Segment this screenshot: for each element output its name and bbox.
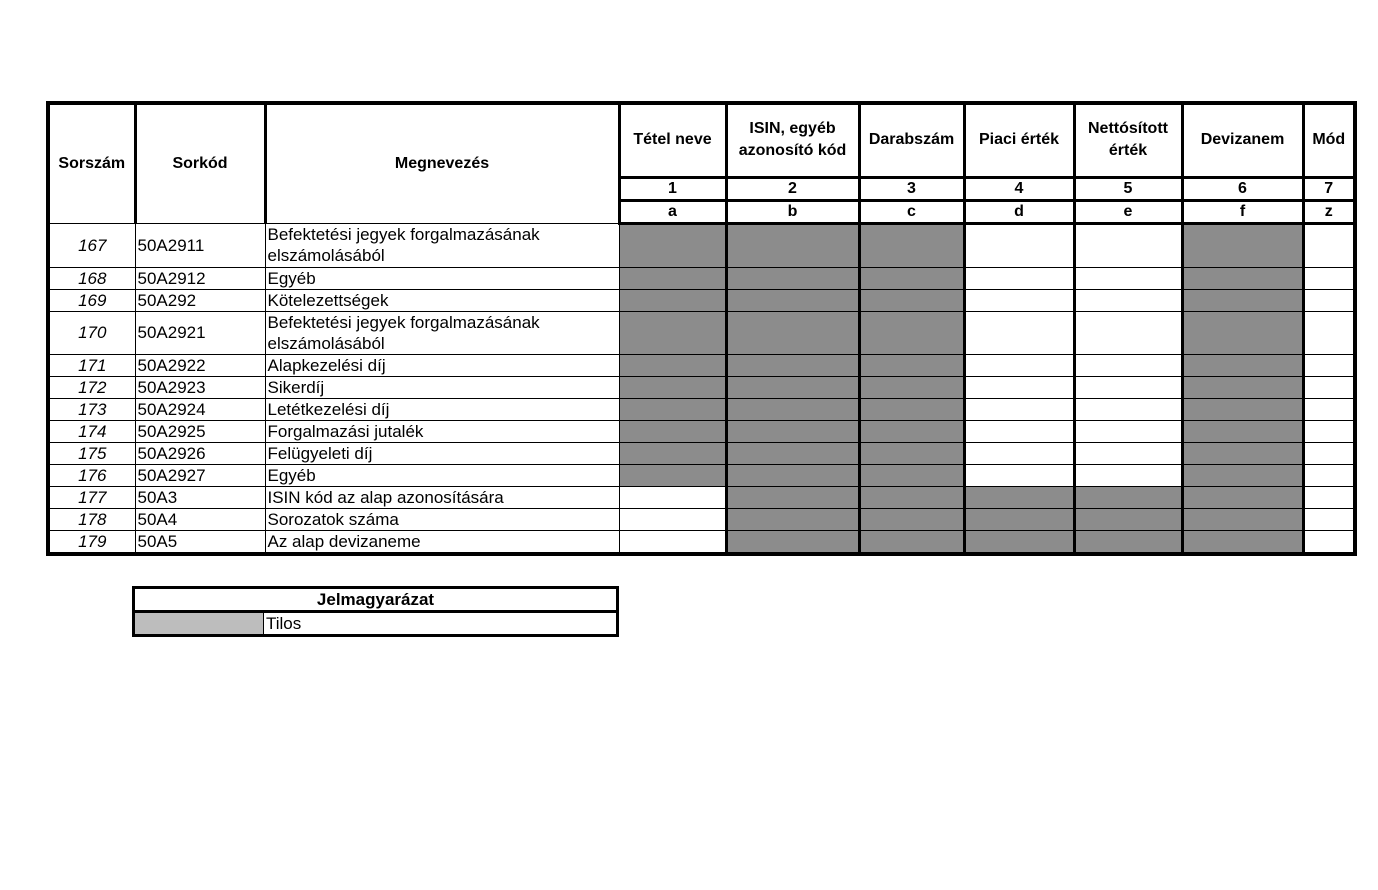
forbidden-cell: [859, 354, 964, 376]
legend-title: Jelmagyarázat: [134, 588, 618, 612]
forbidden-cell: [726, 420, 859, 442]
forbidden-cell: [726, 486, 859, 508]
forbidden-cell: [859, 464, 964, 486]
forbidden-cell: [619, 442, 726, 464]
row-label: Sikerdíj: [265, 376, 619, 398]
row-index: 173: [48, 398, 135, 420]
forbidden-cell: [619, 311, 726, 354]
row-index: 177: [48, 486, 135, 508]
row-code: 50A5: [135, 530, 265, 554]
row-label: Kötelezettségek: [265, 289, 619, 311]
table-row: [48, 530, 1355, 554]
row-index: 172: [48, 376, 135, 398]
forbidden-cell: [1182, 464, 1303, 486]
input-cell[interactable]: [1074, 267, 1182, 289]
header-col-title: Nettósított érték: [1074, 103, 1182, 177]
input-cell[interactable]: [964, 223, 1074, 267]
input-cell[interactable]: [1303, 398, 1355, 420]
forbidden-cell: [859, 420, 964, 442]
input-cell[interactable]: [1303, 223, 1355, 267]
header-col-code: z: [1303, 200, 1355, 223]
forbidden-cell: [726, 376, 859, 398]
row-code: 50A2923: [135, 376, 265, 398]
legend-swatch: [134, 612, 264, 636]
row-code: 50A2924: [135, 398, 265, 420]
header-col-code: f: [1182, 200, 1303, 223]
header-col-number: 6: [1182, 177, 1303, 200]
header-col-number: 5: [1074, 177, 1182, 200]
row-label: Forgalmazási jutalék: [265, 420, 619, 442]
row-label: Befektetési jegyek forgalmazásának elszámolásából: [265, 311, 619, 354]
forbidden-cell: [726, 267, 859, 289]
forbidden-cell: [619, 289, 726, 311]
table-row: [48, 464, 1355, 486]
legend: [132, 586, 619, 637]
row-index: 171: [48, 354, 135, 376]
input-cell[interactable]: [1303, 376, 1355, 398]
forbidden-cell: [1182, 311, 1303, 354]
header-col-code: e: [1074, 200, 1182, 223]
header-col-title: Darabszám: [859, 103, 964, 177]
forbidden-cell: [619, 420, 726, 442]
row-code: 50A2912: [135, 267, 265, 289]
input-cell[interactable]: [1303, 354, 1355, 376]
forbidden-cell: [726, 354, 859, 376]
table-row: [48, 289, 1355, 311]
forbidden-cell: [859, 398, 964, 420]
header-sorkod: Sorkód: [135, 103, 265, 223]
legend-item-label: Tilos: [264, 612, 618, 636]
forbidden-cell: [726, 289, 859, 311]
input-cell[interactable]: [1074, 398, 1182, 420]
input-cell[interactable]: [1303, 442, 1355, 464]
header-col-number: 4: [964, 177, 1074, 200]
row-code: 50A4: [135, 508, 265, 530]
forbidden-cell: [1182, 267, 1303, 289]
forbidden-cell: [1182, 354, 1303, 376]
row-code: 50A2926: [135, 442, 265, 464]
row-label: Sorozatok száma: [265, 508, 619, 530]
row-index: 168: [48, 267, 135, 289]
row-label: Letétkezelési díj: [265, 398, 619, 420]
forbidden-cell: [619, 398, 726, 420]
row-index: 170: [48, 311, 135, 354]
input-cell[interactable]: [964, 420, 1074, 442]
row-label: Felügyeleti díj: [265, 442, 619, 464]
input-cell[interactable]: [964, 311, 1074, 354]
header-col-title: Piaci érték: [964, 103, 1074, 177]
forbidden-cell: [726, 398, 859, 420]
input-cell[interactable]: [1303, 486, 1355, 508]
forbidden-cell: [964, 530, 1074, 554]
forbidden-cell: [859, 486, 964, 508]
forbidden-cell: [619, 223, 726, 267]
header-col-number: 2: [726, 177, 859, 200]
row-label: Alapkezelési díj: [265, 354, 619, 376]
forbidden-cell: [859, 530, 964, 554]
row-code: 50A2921: [135, 311, 265, 354]
table-row: [48, 486, 1355, 508]
header-col-number: 1: [619, 177, 726, 200]
header-col-code: d: [964, 200, 1074, 223]
row-code: 50A2927: [135, 464, 265, 486]
header-col-number: 7: [1303, 177, 1355, 200]
input-cell[interactable]: [1074, 354, 1182, 376]
input-cell[interactable]: [1303, 530, 1355, 554]
row-code: 50A292: [135, 289, 265, 311]
forbidden-cell: [1182, 442, 1303, 464]
input-cell[interactable]: [1303, 464, 1355, 486]
input-cell[interactable]: [964, 376, 1074, 398]
row-index: 179: [48, 530, 135, 554]
input-cell[interactable]: [1303, 311, 1355, 354]
input-cell[interactable]: [619, 508, 726, 530]
input-cell[interactable]: [1074, 311, 1182, 354]
input-cell[interactable]: [1074, 376, 1182, 398]
forbidden-cell: [726, 311, 859, 354]
input-cell[interactable]: [1303, 267, 1355, 289]
forbidden-cell: [1182, 486, 1303, 508]
forbidden-cell: [1074, 486, 1182, 508]
header-megnevezes: Megnevezés: [265, 103, 619, 223]
forbidden-cell: [1182, 508, 1303, 530]
data-grid-body: [48, 223, 1355, 554]
forbidden-cell: [726, 530, 859, 554]
forbidden-cell: [619, 267, 726, 289]
row-label: Egyéb: [265, 464, 619, 486]
forbidden-cell: [964, 486, 1074, 508]
forbidden-cell: [859, 311, 964, 354]
table-row: [48, 420, 1355, 442]
header-col-number: 3: [859, 177, 964, 200]
row-label: Befektetési jegyek forgalmazásának elszámolásából: [265, 223, 619, 267]
forbidden-cell: [726, 442, 859, 464]
forbidden-cell: [619, 464, 726, 486]
forbidden-cell: [1182, 530, 1303, 554]
input-cell[interactable]: [619, 486, 726, 508]
forbidden-cell: [726, 464, 859, 486]
forbidden-cell: [859, 289, 964, 311]
forbidden-cell: [859, 442, 964, 464]
table-row: [48, 442, 1355, 464]
input-cell[interactable]: [964, 267, 1074, 289]
header-col-title: Devizanem: [1182, 103, 1303, 177]
row-index: 167: [48, 223, 135, 267]
input-cell[interactable]: [964, 464, 1074, 486]
forbidden-cell: [619, 354, 726, 376]
forbidden-cell: [859, 376, 964, 398]
header-col-code: c: [859, 200, 964, 223]
header-sorszam: Sorszám: [48, 103, 135, 223]
forbidden-cell: [1074, 508, 1182, 530]
row-index: 175: [48, 442, 135, 464]
forbidden-cell: [1182, 223, 1303, 267]
forbidden-cell: [859, 223, 964, 267]
forbidden-cell: [1182, 420, 1303, 442]
row-label: Az alap devizaneme: [265, 530, 619, 554]
row-index: 169: [48, 289, 135, 311]
forbidden-cell: [964, 508, 1074, 530]
input-cell[interactable]: [619, 530, 726, 554]
data-grid: [46, 101, 1357, 556]
row-code: 50A2922: [135, 354, 265, 376]
row-label: ISIN kód az alap azonosítására: [265, 486, 619, 508]
row-index: 178: [48, 508, 135, 530]
input-cell[interactable]: [1074, 289, 1182, 311]
table-row: [48, 267, 1355, 289]
forbidden-cell: [726, 508, 859, 530]
input-cell[interactable]: [1074, 420, 1182, 442]
input-cell[interactable]: [964, 289, 1074, 311]
forbidden-cell: [726, 223, 859, 267]
row-index: 176: [48, 464, 135, 486]
row-label: Egyéb: [265, 267, 619, 289]
row-code: 50A2911: [135, 223, 265, 267]
input-cell[interactable]: [1303, 508, 1355, 530]
forbidden-cell: [859, 267, 964, 289]
input-cell[interactable]: [964, 398, 1074, 420]
header-col-title: Mód: [1303, 103, 1355, 177]
row-code: 50A2925: [135, 420, 265, 442]
table-row: [48, 508, 1355, 530]
input-cell[interactable]: [1303, 420, 1355, 442]
header-col-title: Tétel neve: [619, 103, 726, 177]
forbidden-cell: [619, 376, 726, 398]
forbidden-cell: [1182, 289, 1303, 311]
forbidden-cell: [1182, 376, 1303, 398]
input-cell[interactable]: [1074, 464, 1182, 486]
row-index: 174: [48, 420, 135, 442]
table-row: [48, 223, 1355, 267]
forbidden-cell: [859, 508, 964, 530]
table-row: [48, 376, 1355, 398]
table-row: [48, 354, 1355, 376]
forbidden-cell: [1074, 530, 1182, 554]
table-row: [48, 398, 1355, 420]
forbidden-cell: [1182, 398, 1303, 420]
row-code: 50A3: [135, 486, 265, 508]
input-cell[interactable]: [964, 442, 1074, 464]
table-row: [48, 311, 1355, 354]
header-col-code: b: [726, 200, 859, 223]
input-cell[interactable]: [964, 354, 1074, 376]
header-col-code: a: [619, 200, 726, 223]
header-col-title: ISIN, egyéb azonosító kód: [726, 103, 859, 177]
input-cell[interactable]: [1074, 223, 1182, 267]
input-cell[interactable]: [1074, 442, 1182, 464]
input-cell[interactable]: [1303, 289, 1355, 311]
